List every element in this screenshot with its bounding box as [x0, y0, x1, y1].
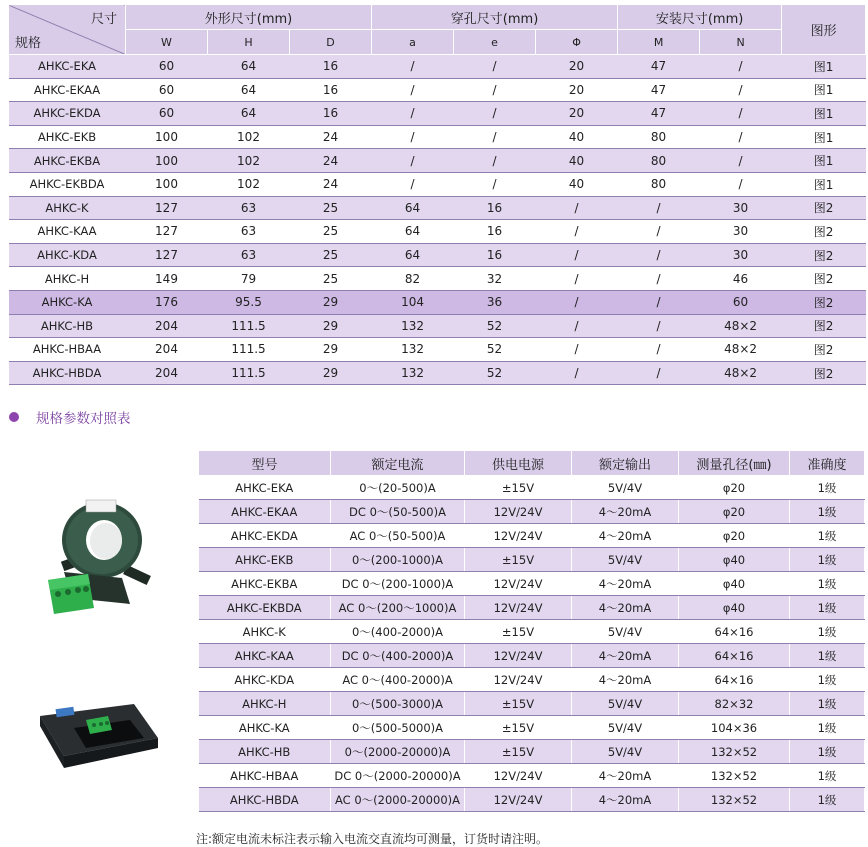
- table-cell: 149: [126, 267, 208, 291]
- table-cell: 127: [126, 243, 208, 267]
- model-cell: AHKC-KDA: [9, 243, 126, 267]
- table-cell: 132×52: [679, 788, 790, 812]
- table-cell: ±15V: [465, 620, 572, 644]
- table-cell: 图2: [782, 290, 866, 314]
- table-cell: /: [700, 172, 782, 196]
- table-cell: 60: [700, 290, 782, 314]
- table-cell: 64: [208, 78, 290, 102]
- corner-header-cell: [9, 5, 126, 55]
- table-cell: 30: [700, 220, 782, 244]
- model-cell: AHKC-KA: [199, 716, 331, 740]
- table-cell: 16: [290, 55, 372, 79]
- group-header-outline: 外形尺寸(mm): [126, 5, 372, 30]
- table-cell: 80: [618, 149, 700, 173]
- table-row: [199, 620, 865, 644]
- model-cell: AHKC-EKB: [9, 125, 126, 149]
- table-cell: /: [536, 196, 618, 220]
- table-cell: 0～(500-3000)A: [331, 692, 465, 716]
- table-cell: 80: [618, 125, 700, 149]
- table-cell: 图1: [782, 125, 866, 149]
- table-cell: /: [618, 267, 700, 291]
- table-cell: ±15V: [465, 692, 572, 716]
- spec-header-6: 准确度: [790, 451, 865, 476]
- sub-header-6: Φ: [536, 30, 618, 55]
- table-row: [9, 243, 866, 267]
- corner-header-model: 规格: [15, 36, 42, 51]
- table-cell: /: [700, 149, 782, 173]
- section-heading: [9, 407, 131, 427]
- table-cell: 63: [208, 243, 290, 267]
- table-cell: 25: [290, 243, 372, 267]
- table-cell: 图2: [782, 361, 866, 385]
- table-cell: /: [536, 220, 618, 244]
- table-cell: /: [700, 78, 782, 102]
- table-cell: /: [618, 220, 700, 244]
- table-cell: 1级: [790, 764, 865, 788]
- table-cell: /: [454, 125, 536, 149]
- table-cell: 36: [454, 290, 536, 314]
- spec-header-5: 测量孔径(㎜): [679, 451, 790, 476]
- table-cell: 4～20mA: [572, 644, 679, 668]
- table-row: [199, 548, 865, 572]
- table-cell: 0～(400-2000)A: [331, 620, 465, 644]
- table-row: [199, 788, 865, 812]
- table-cell: DC 0～(2000-20000)A: [331, 764, 465, 788]
- model-cell: AHKC-EKBDA: [199, 596, 331, 620]
- table-cell: 111.5: [208, 314, 290, 338]
- model-cell: AHKC-H: [199, 692, 331, 716]
- model-cell: AHKC-EKAA: [199, 500, 331, 524]
- model-cell: AHKC-KAA: [199, 644, 331, 668]
- table-cell: 5V/4V: [572, 620, 679, 644]
- table-cell: 12V/24V: [465, 764, 572, 788]
- table-cell: 25: [290, 196, 372, 220]
- model-cell: AHKC-HB: [199, 740, 331, 764]
- table-cell: 1级: [790, 788, 865, 812]
- table-cell: 64: [372, 243, 454, 267]
- model-cell: AHKC-KA: [9, 290, 126, 314]
- table-cell: /: [372, 125, 454, 149]
- table-cell: 64×16: [679, 620, 790, 644]
- table-cell: 图1: [782, 149, 866, 173]
- table-row: [199, 572, 865, 596]
- sub-header-8: N: [700, 30, 782, 55]
- table-cell: 图2: [782, 220, 866, 244]
- table-cell: 132: [372, 338, 454, 362]
- table-cell: 30: [700, 243, 782, 267]
- table-cell: 图2: [782, 196, 866, 220]
- table-cell: φ40: [679, 596, 790, 620]
- table-row: [199, 524, 865, 548]
- dimensions-table: [8, 4, 866, 385]
- table-cell: 1级: [790, 572, 865, 596]
- table-cell: 80: [618, 172, 700, 196]
- model-cell: AHKC-EKA: [199, 476, 331, 500]
- table-cell: 图2: [782, 338, 866, 362]
- table-cell: 111.5: [208, 361, 290, 385]
- model-cell: AHKC-KAA: [9, 220, 126, 244]
- table-cell: 25: [290, 267, 372, 291]
- table-cell: 0～(20-500)A: [331, 476, 465, 500]
- table-cell: /: [536, 267, 618, 291]
- table-cell: 104: [372, 290, 454, 314]
- table-cell: 1级: [790, 500, 865, 524]
- table-row: [199, 692, 865, 716]
- table-cell: ±15V: [465, 476, 572, 500]
- table-cell: 1级: [790, 692, 865, 716]
- table-cell: DC 0～(200-1000)A: [331, 572, 465, 596]
- table-row: [199, 716, 865, 740]
- table-cell: /: [618, 290, 700, 314]
- table-row: [9, 102, 866, 126]
- sub-header-3: D: [290, 30, 372, 55]
- table-cell: 5V/4V: [572, 476, 679, 500]
- footnote: 注:额定电流未标注表示输入电流交直流均可测量，订货时请注明。: [196, 832, 549, 846]
- table-row: [199, 644, 865, 668]
- table-cell: /: [618, 196, 700, 220]
- table-cell: 12V/24V: [465, 500, 572, 524]
- table-cell: 24: [290, 172, 372, 196]
- corner-header-size: 尺寸: [90, 12, 117, 27]
- table-cell: 204: [126, 338, 208, 362]
- table-cell: 29: [290, 338, 372, 362]
- model-cell: AHKC-EKAA: [9, 78, 126, 102]
- table-cell: 1级: [790, 476, 865, 500]
- table-row: [199, 596, 865, 620]
- table-cell: DC 0～(50-500)A: [331, 500, 465, 524]
- sub-header-4: a: [372, 30, 454, 55]
- model-cell: AHKC-EKDA: [9, 102, 126, 126]
- table-cell: /: [372, 149, 454, 173]
- sub-header-1: W: [126, 30, 208, 55]
- table-row: [199, 740, 865, 764]
- table-cell: 24: [290, 149, 372, 173]
- table-cell: 12V/24V: [465, 524, 572, 548]
- table-cell: 95.5: [208, 290, 290, 314]
- table-cell: 12V/24V: [465, 572, 572, 596]
- table-cell: 52: [454, 361, 536, 385]
- table-cell: 4～20mA: [572, 596, 679, 620]
- model-cell: AHKC-HBAA: [9, 338, 126, 362]
- table-cell: 100: [126, 149, 208, 173]
- table-cell: AC 0～(400-2000)A: [331, 668, 465, 692]
- table-cell: 图1: [782, 102, 866, 126]
- table-cell: 0～(2000-20000)A: [331, 740, 465, 764]
- table-cell: 100: [126, 172, 208, 196]
- table-row: [199, 500, 865, 524]
- table-cell: /: [700, 125, 782, 149]
- table-cell: φ20: [679, 524, 790, 548]
- table-cell: 29: [290, 361, 372, 385]
- table-cell: 47: [618, 78, 700, 102]
- table-cell: /: [454, 172, 536, 196]
- table-cell: 132: [372, 314, 454, 338]
- table-cell: 79: [208, 267, 290, 291]
- figure-header: 图形: [782, 5, 866, 55]
- table-cell: 64×16: [679, 644, 790, 668]
- table-cell: ±15V: [465, 716, 572, 740]
- table-row: [9, 125, 866, 149]
- table-cell: ±15V: [465, 548, 572, 572]
- section-title: 规格参数对照表: [36, 411, 131, 427]
- table-cell: /: [536, 243, 618, 267]
- table-cell: 102: [208, 125, 290, 149]
- table-cell: 64: [372, 196, 454, 220]
- table-cell: 102: [208, 149, 290, 173]
- table-cell: 1级: [790, 620, 865, 644]
- table-cell: /: [372, 102, 454, 126]
- sub-header-2: H: [208, 30, 290, 55]
- sub-header-5: e: [454, 30, 536, 55]
- table-cell: 132×52: [679, 740, 790, 764]
- table-row: [9, 267, 866, 291]
- table-cell: 0～(200-1000)A: [331, 548, 465, 572]
- table-row: [9, 338, 866, 362]
- table-cell: 1级: [790, 548, 865, 572]
- table-cell: 16: [454, 220, 536, 244]
- table-cell: 5V/4V: [572, 740, 679, 764]
- model-cell: AHKC-KDA: [199, 668, 331, 692]
- table-cell: 图2: [782, 243, 866, 267]
- table-cell: 60: [126, 78, 208, 102]
- table-cell: 48×2: [700, 338, 782, 362]
- spec-header-1: 型号: [199, 451, 331, 476]
- table-cell: 100: [126, 125, 208, 149]
- spec-header-4: 额定输出: [572, 451, 679, 476]
- table-cell: 64: [208, 55, 290, 79]
- model-cell: AHKC-HBAA: [199, 764, 331, 788]
- table-cell: 4～20mA: [572, 668, 679, 692]
- table-cell: 图1: [782, 55, 866, 79]
- table-cell: 24: [290, 125, 372, 149]
- sub-header-7: M: [618, 30, 700, 55]
- table-cell: 1级: [790, 668, 865, 692]
- table-cell: /: [536, 338, 618, 362]
- table-cell: /: [618, 338, 700, 362]
- table-cell: 63: [208, 196, 290, 220]
- table-row: [199, 764, 865, 788]
- table-cell: 64: [372, 220, 454, 244]
- table-cell: 102: [208, 172, 290, 196]
- table-cell: φ40: [679, 548, 790, 572]
- table-cell: 4～20mA: [572, 500, 679, 524]
- table-cell: 52: [454, 338, 536, 362]
- group-header-through-hole: 穿孔尺寸(mm): [372, 5, 618, 30]
- table-cell: 0～(500-5000)A: [331, 716, 465, 740]
- table-cell: /: [454, 149, 536, 173]
- table-cell: 132×52: [679, 764, 790, 788]
- table-cell: /: [700, 102, 782, 126]
- table-cell: 176: [126, 290, 208, 314]
- table-cell: ±15V: [465, 740, 572, 764]
- table-cell: 16: [454, 196, 536, 220]
- model-cell: AHKC-EKA: [9, 55, 126, 79]
- table-cell: 47: [618, 55, 700, 79]
- table-cell: 60: [126, 55, 208, 79]
- table-cell: φ20: [679, 500, 790, 524]
- table-cell: 4～20mA: [572, 524, 679, 548]
- model-cell: AHKC-EKB: [199, 548, 331, 572]
- table-cell: 64×16: [679, 668, 790, 692]
- table-cell: 4～20mA: [572, 764, 679, 788]
- table-cell: 40: [536, 125, 618, 149]
- table-cell: /: [618, 361, 700, 385]
- table-cell: 48×2: [700, 361, 782, 385]
- table-cell: /: [700, 55, 782, 79]
- table-cell: 32: [454, 267, 536, 291]
- table-cell: 4～20mA: [572, 572, 679, 596]
- table-cell: 图2: [782, 314, 866, 338]
- table-cell: 16: [454, 243, 536, 267]
- table-cell: /: [454, 55, 536, 79]
- table-cell: /: [372, 55, 454, 79]
- table-row: [9, 361, 866, 385]
- model-cell: AHKC-EKBDA: [9, 172, 126, 196]
- table-cell: 1级: [790, 596, 865, 620]
- table-cell: 12V/24V: [465, 788, 572, 812]
- table-cell: 60: [126, 102, 208, 126]
- table-row: [9, 314, 866, 338]
- table-cell: 图1: [782, 172, 866, 196]
- round-sensor-product-image: [44, 492, 180, 628]
- table-cell: 20: [536, 78, 618, 102]
- model-cell: AHKC-EKBA: [199, 572, 331, 596]
- table-cell: 52: [454, 314, 536, 338]
- table-row: [9, 78, 866, 102]
- table-cell: 48×2: [700, 314, 782, 338]
- table-cell: AC 0～(200～1000)A: [331, 596, 465, 620]
- table-cell: 1级: [790, 740, 865, 764]
- model-cell: AHKC-EKDA: [199, 524, 331, 548]
- table-cell: 5V/4V: [572, 692, 679, 716]
- table-cell: 16: [290, 102, 372, 126]
- table-cell: φ40: [679, 572, 790, 596]
- spec-header-3: 供电电源: [465, 451, 572, 476]
- table-row: [199, 476, 865, 500]
- table-cell: 20: [536, 102, 618, 126]
- table-cell: 12V/24V: [465, 668, 572, 692]
- group-header-install: 安装尺寸(mm): [618, 5, 782, 30]
- table-cell: /: [536, 361, 618, 385]
- table-cell: 20: [536, 55, 618, 79]
- table-cell: 图2: [782, 267, 866, 291]
- table-cell: φ20: [679, 476, 790, 500]
- table-cell: /: [372, 78, 454, 102]
- table-cell: 47: [618, 102, 700, 126]
- table-cell: /: [618, 243, 700, 267]
- spec-header-2: 额定电流: [331, 451, 465, 476]
- table-cell: 30: [700, 196, 782, 220]
- model-cell: AHKC-HBDA: [9, 361, 126, 385]
- table-cell: 25: [290, 220, 372, 244]
- table-row: [199, 668, 865, 692]
- table-cell: 12V/24V: [465, 644, 572, 668]
- table-cell: 104×36: [679, 716, 790, 740]
- table-cell: 12V/24V: [465, 596, 572, 620]
- model-cell: AHKC-HB: [9, 314, 126, 338]
- table-cell: 40: [536, 172, 618, 196]
- table-cell: /: [536, 290, 618, 314]
- table-cell: 5V/4V: [572, 548, 679, 572]
- table-cell: 图1: [782, 78, 866, 102]
- model-cell: AHKC-EKBA: [9, 149, 126, 173]
- table-row: [9, 172, 866, 196]
- table-cell: DC 0～(400-2000)A: [331, 644, 465, 668]
- table-cell: 64: [208, 102, 290, 126]
- table-cell: 40: [536, 149, 618, 173]
- table-cell: /: [536, 314, 618, 338]
- table-cell: 82×32: [679, 692, 790, 716]
- model-cell: AHKC-K: [199, 620, 331, 644]
- table-row: [9, 290, 866, 314]
- model-cell: AHKC-K: [9, 196, 126, 220]
- table-cell: /: [454, 102, 536, 126]
- table-row: [9, 220, 866, 244]
- table-cell: 1级: [790, 524, 865, 548]
- table-cell: 63: [208, 220, 290, 244]
- table-row: [9, 196, 866, 220]
- table-cell: /: [372, 172, 454, 196]
- table-cell: 16: [290, 78, 372, 102]
- table-cell: 111.5: [208, 338, 290, 362]
- table-cell: 5V/4V: [572, 716, 679, 740]
- spec-comparison-table: [198, 450, 865, 812]
- table-cell: AC 0～(2000-20000)A: [331, 788, 465, 812]
- model-cell: AHKC-H: [9, 267, 126, 291]
- table-cell: /: [454, 78, 536, 102]
- table-cell: 127: [126, 196, 208, 220]
- table-cell: 1级: [790, 716, 865, 740]
- table-cell: 1级: [790, 644, 865, 668]
- rectangular-sensor-product-image: [34, 698, 164, 778]
- table-cell: 82: [372, 267, 454, 291]
- table-cell: 29: [290, 314, 372, 338]
- bullet-dot-icon: [9, 412, 19, 422]
- table-cell: /: [618, 314, 700, 338]
- table-row: [9, 55, 866, 79]
- table-cell: 127: [126, 220, 208, 244]
- table-cell: AC 0～(50-500)A: [331, 524, 465, 548]
- table-row: [9, 149, 866, 173]
- table-cell: 132: [372, 361, 454, 385]
- table-cell: 4～20mA: [572, 788, 679, 812]
- table-cell: 29: [290, 290, 372, 314]
- model-cell: AHKC-HBDA: [199, 788, 331, 812]
- table-cell: 46: [700, 267, 782, 291]
- table-cell: 204: [126, 314, 208, 338]
- table-cell: 204: [126, 361, 208, 385]
